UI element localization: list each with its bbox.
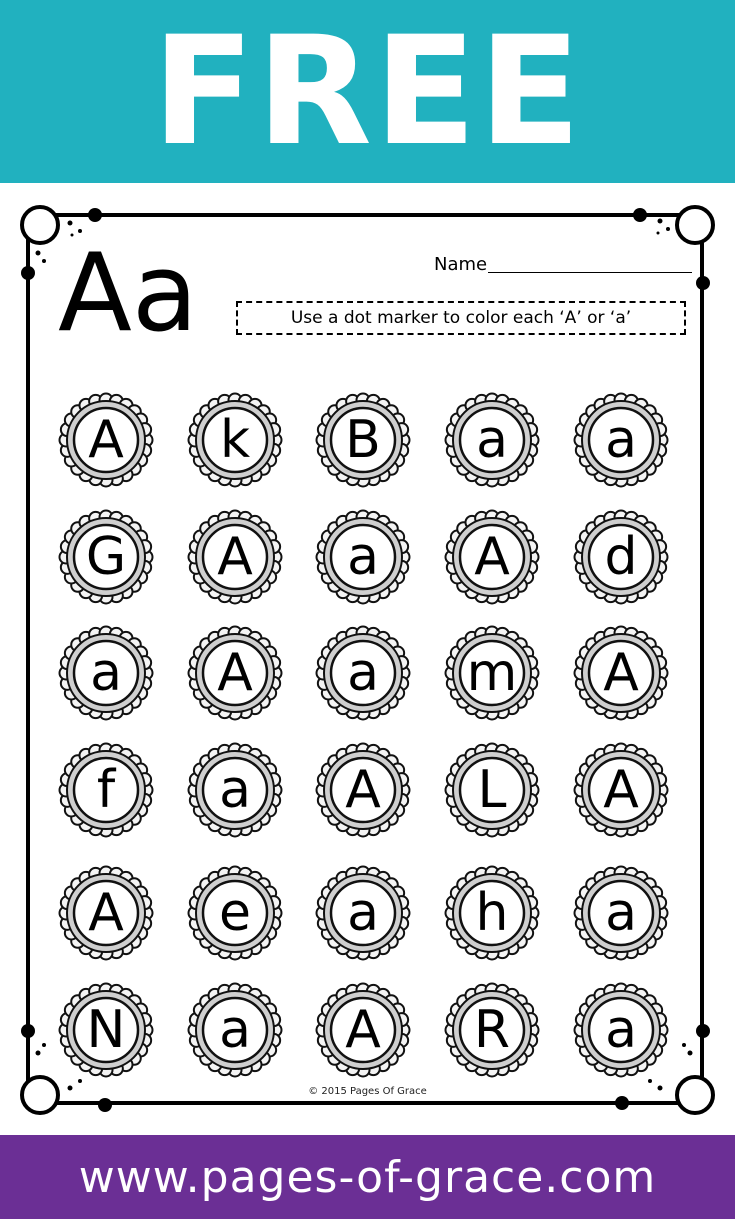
instruction-box — [236, 301, 686, 335]
letter-dot[interactable] — [444, 982, 540, 1078]
letter-dot[interactable] — [315, 982, 411, 1078]
letter-dot[interactable] — [58, 742, 154, 838]
dot-letter: A — [474, 527, 510, 587]
dot-letter: A — [88, 883, 124, 943]
name-label: Name — [434, 254, 488, 275]
dot-letter: k — [219, 410, 251, 470]
dot-letter: a — [90, 643, 122, 703]
dot-letter: a — [219, 1000, 251, 1060]
letter-dot[interactable] — [573, 509, 669, 605]
letter-dot[interactable] — [444, 742, 540, 838]
dot-letter: a — [605, 410, 637, 470]
dot-letter: G — [85, 527, 127, 587]
letter-dot[interactable] — [444, 625, 540, 721]
dot-letter: B — [345, 410, 381, 470]
letter-dot[interactable] — [444, 865, 540, 961]
dot-letter: A — [88, 410, 124, 470]
letter-dot[interactable] — [58, 865, 154, 961]
letter-dot[interactable] — [187, 625, 283, 721]
letter-dot[interactable] — [315, 392, 411, 488]
dot-letter: A — [345, 760, 381, 820]
dot-letter: a — [347, 643, 379, 703]
dot-letter: A — [217, 527, 253, 587]
corner-ring-top-left — [22, 207, 58, 243]
dot-letter: A — [603, 643, 639, 703]
letter-dot[interactable] — [315, 742, 411, 838]
dot-letter: R — [473, 1000, 511, 1060]
letter-dot[interactable] — [187, 982, 283, 1078]
dot-letter: L — [477, 760, 507, 820]
dot-letter: a — [605, 883, 637, 943]
dot-letter: a — [476, 410, 508, 470]
letter-dot[interactable] — [444, 392, 540, 488]
banner-title: FREE — [152, 4, 583, 179]
letter-dot[interactable] — [58, 625, 154, 721]
bottom-banner — [0, 1135, 735, 1219]
letter-dot[interactable] — [58, 982, 154, 1078]
top-banner — [0, 0, 735, 183]
letter-dot[interactable] — [315, 865, 411, 961]
letter-dot[interactable] — [58, 392, 154, 488]
letter-dot[interactable] — [315, 509, 411, 605]
dot-letter: e — [219, 883, 251, 943]
letter-dot[interactable] — [315, 625, 411, 721]
letter-dot[interactable] — [187, 509, 283, 605]
letter-dot[interactable] — [573, 625, 669, 721]
dot-letter: d — [604, 527, 638, 587]
letter-dot[interactable] — [187, 742, 283, 838]
heading-uppercase: A — [58, 231, 132, 356]
copyright-text: © 2015 Pages Of Grace — [308, 1086, 427, 1097]
dot-letter: A — [217, 643, 253, 703]
dot-letter: A — [603, 760, 639, 820]
dot-letter: N — [86, 1000, 126, 1060]
letter-heading — [58, 231, 199, 356]
letter-dot[interactable] — [187, 865, 283, 961]
heading-lowercase: a — [131, 231, 199, 356]
name-field-line[interactable] — [488, 272, 692, 273]
corner-ring-top-right — [677, 207, 713, 243]
instruction-text: Use a dot marker to color each ‘A’ or ‘a’ — [290, 308, 632, 328]
dot-letter: h — [475, 883, 509, 943]
letter-dot[interactable] — [573, 982, 669, 1078]
dot-letter: a — [347, 883, 379, 943]
website-url[interactable]: www.pages-of-grace.com — [78, 1151, 657, 1203]
letter-dot[interactable] — [187, 392, 283, 488]
dot-letter: f — [96, 760, 116, 820]
letter-dot[interactable] — [58, 509, 154, 605]
dot-letter: a — [219, 760, 251, 820]
dot-letter: A — [345, 1000, 381, 1060]
dot-letter: a — [347, 527, 379, 587]
letter-dot[interactable] — [573, 865, 669, 961]
letter-dot[interactable] — [573, 392, 669, 488]
letter-dot[interactable] — [444, 509, 540, 605]
letter-dot[interactable] — [573, 742, 669, 838]
dot-letter: m — [466, 643, 518, 703]
dot-letter: a — [605, 1000, 637, 1060]
